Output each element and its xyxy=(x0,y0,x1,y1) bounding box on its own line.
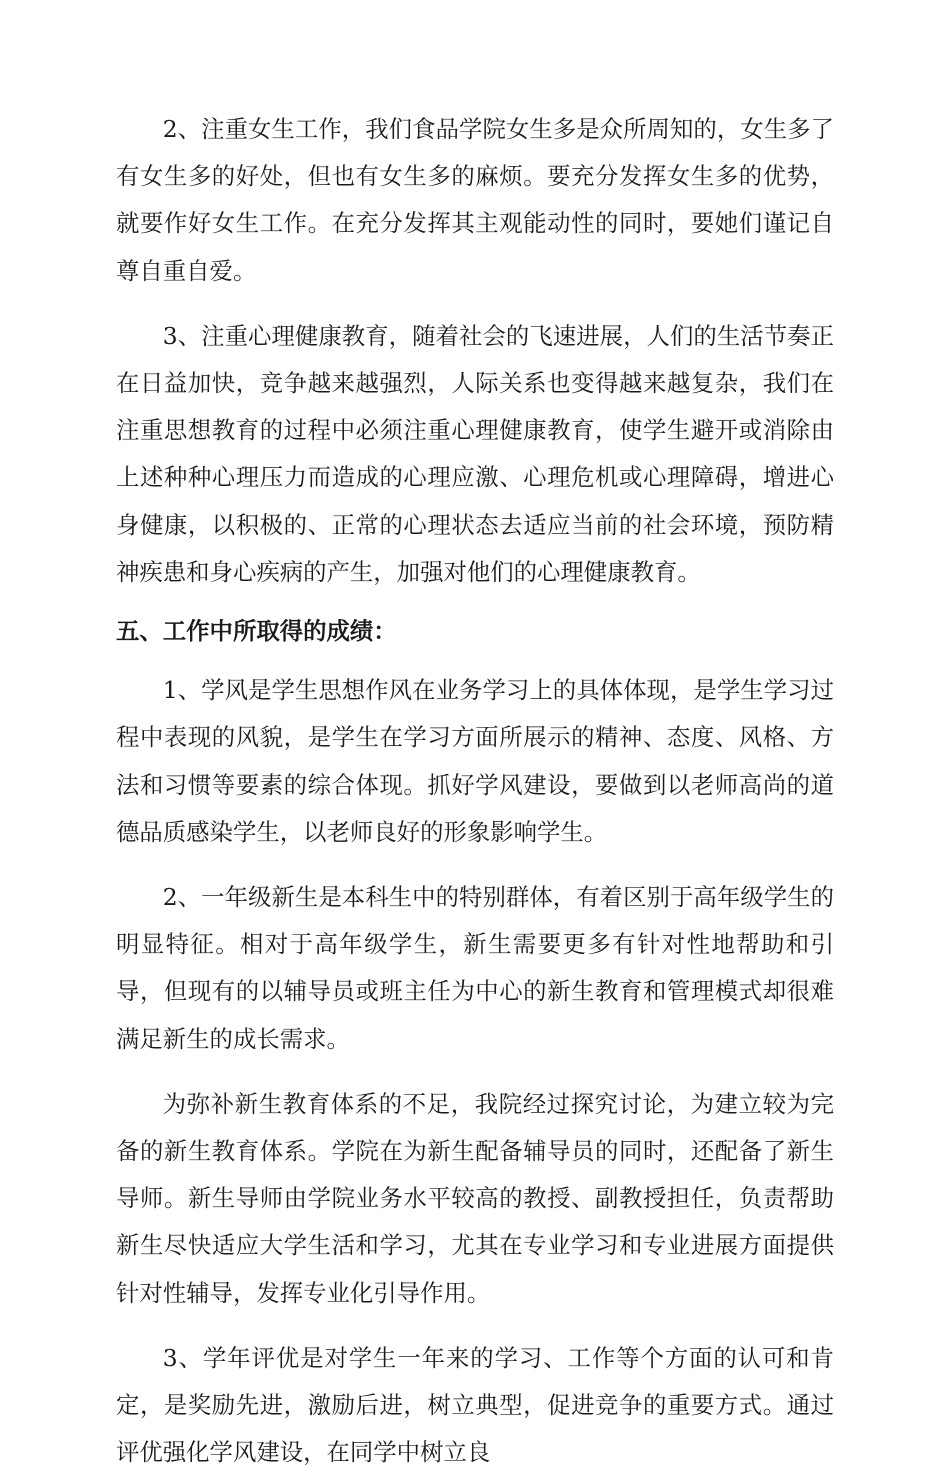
document-page xyxy=(116,106,834,1476)
paragraph-mental-health: 3、注重心理健康教育，随着社会的飞速进展，人们的生活节奏正在日益加快，竞争越来越强烈，人际关系也变得越来越复杂，我们在注重思想教育的过程中必须注重心理健康教育，使学生避开或消除由上述种种心理压力而造成的心理应激、心理危机或心理障碍，增进心身健康，以积极的、正常的心理状态去适应当前的社会环境，预防精神疾患和身心疾病的产生，加强对他们的心理健康教育。 xyxy=(116,321,834,586)
paragraph-study-style: 1、学风是学生思想作风在业务学习上的具体体现，是学生学习过程中表现的风貌，是学生在学习方面所展示的精神、态度、风格、方法和习惯等要素的综合体现。抓好学风建设，要做到以老师高尚的道德品质感染学生，以老师良好的形象影响学生。 xyxy=(116,676,834,846)
paragraph-freshmen: 2、一年级新生是本科生中的特别群体，有着区别于高年级学生的明显特征。相对于高年级学生，新生需要更多有针对性地帮助和引导，但现有的以辅导员或班主任为中心的新生教育和管理模式却很难满足新生的成长需求。 xyxy=(116,883,834,1053)
paragraph-female-students: 2、注重女生工作，我们食品学院女生多是众所周知的，女生多了有女生多的好处，但也有女生多的麻烦。要充分发挥女生多的优势，就要作好女生工作。在充分发挥其主观能动性的同时，要她们谨记自尊自重自爱。 xyxy=(116,115,834,285)
paragraph-annual-evaluation: 3、学年评优是对学生一年来的学习、工作等个方面的认可和肯定，是奖励先进，激励后进，树立典型，促进竞争的重要方式。通过评优强化学风建设，在同学中树立良 xyxy=(116,1343,834,1467)
section-heading-achievements: 五、工作中所取得的成绩： xyxy=(116,617,397,646)
paragraph-freshman-mentors: 为弥补新生教育体系的不足，我院经过探究讨论，为建立较为完备的新生教育体系。学院在为新生配备辅导员的同时，还配备了新生导师。新生导师由学院业务水平较高的教授、副教授担任，负责帮助新生尽快适应大学生活和学习，尤其在专业学习和专业进展方面提供针对性辅导，发挥专业化引导作用。 xyxy=(116,1089,834,1307)
